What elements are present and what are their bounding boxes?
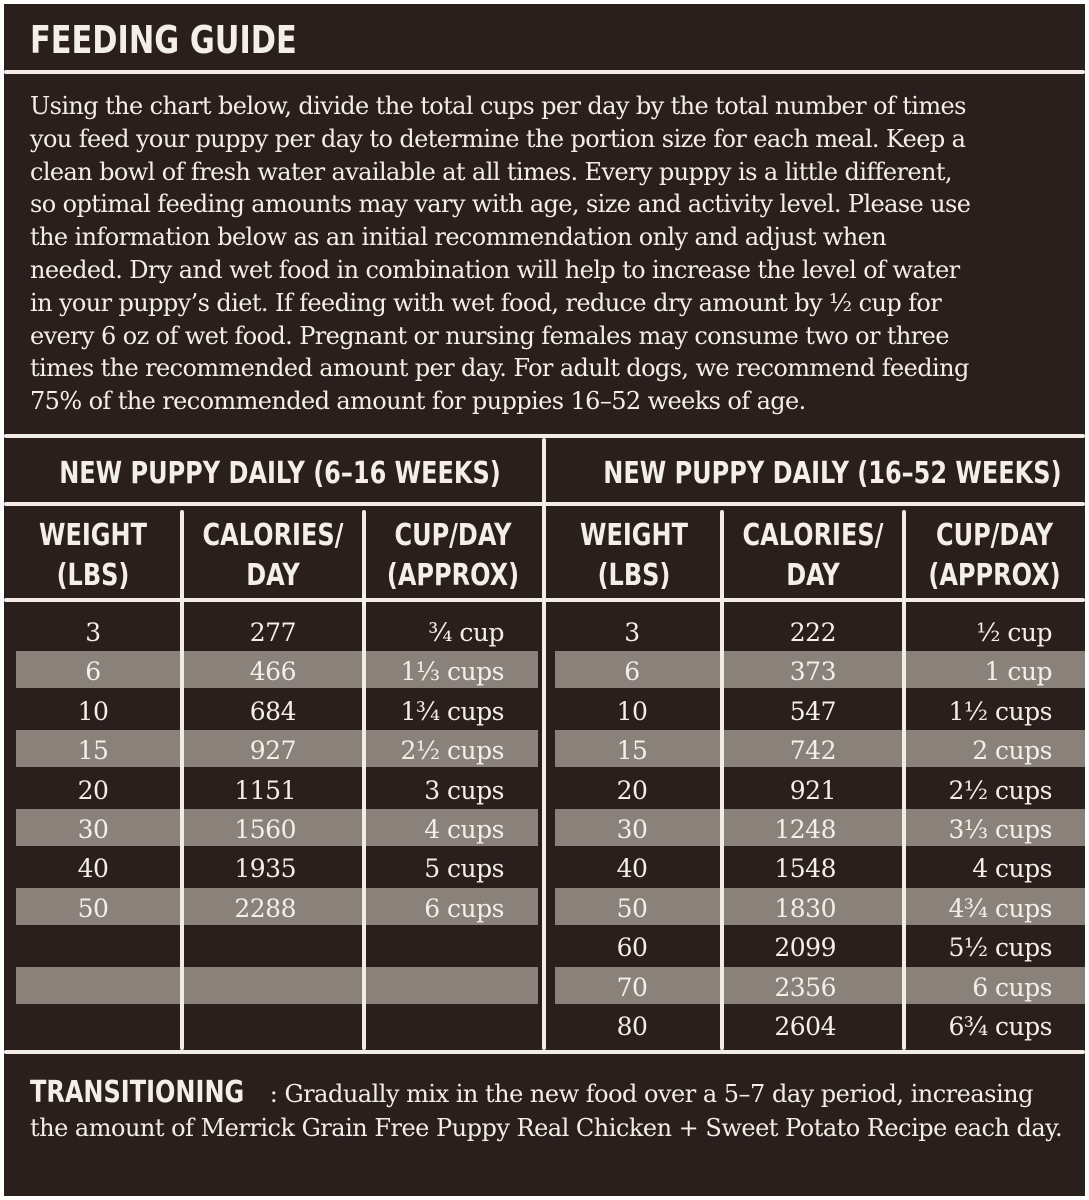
cups-cell: 4 cups [972,854,1052,884]
calories-cell: 222 [789,618,836,647]
weight-cell: 15 [77,736,109,766]
weight-cell: 3 [85,618,101,647]
calories-cell [116,928,296,967]
calories-cell: 2288 [234,893,296,923]
weight-cell: 50 [77,893,109,923]
calories-cell: 1560 [234,815,296,844]
column-header-weight: WEIGHT (LBS) [39,518,147,593]
calories-cell: 2099 [774,933,836,963]
calories-cell [116,1007,296,1046]
cups-cell: 1 cup [984,657,1052,687]
cups-cell: ½ cup [976,618,1052,647]
calories-cell: 277 [249,618,296,647]
calories-cell: 2604 [774,1012,836,1041]
divider [4,1050,1085,1054]
weight-cell: 60 [616,933,648,963]
weight-cell: 30 [616,815,648,844]
intro-paragraph: Using the chart below, divide the total cups per day by the total number of times you feed your puppy per day to determine the portion size for each meal. Keep a clean bowl of fresh water available at all times. Every puppy is a little different, so optimal feeding amounts may vary with age, size and activity level. Please use the information below as an initial recommendation only and adjust when needed. Dry and wet food in combination will help to increase the level of water in your puppy’s diet. If feeding with wet food, reduce dry amount by ½ cup for every 6 oz of wet food. Pregnant or nursing females may consume two or three times the recommended amount per day. For adult dogs, we recommend feeding 75% of the recommended amount for puppies 16–52 weeks of age. [30,92,971,416]
cups-cell: 1⅓ cups [400,657,504,687]
cups-cell: ¾ cup [428,618,504,647]
weight-cell: 70 [616,972,648,1002]
cups-cell [324,928,504,967]
page-title: FEEDING GUIDE [30,18,297,62]
cups-cell: 5½ cups [948,933,1052,963]
cups-cell: 1½ cups [948,696,1052,726]
cups-cell: 5 cups [424,854,504,884]
calories-cell: 547 [789,696,836,726]
cups-cell: 6 cups [424,893,504,923]
weight-cell: 15 [616,736,648,766]
cups-cell: 2½ cups [948,775,1052,805]
weight-cell: 40 [77,854,109,884]
weight-cell: 50 [616,893,648,923]
calories-cell: 742 [789,736,836,766]
weight-cell: 20 [616,775,648,805]
transitioning-label: TRANSITIONING [30,1075,245,1110]
weight-cell: 3 [624,618,640,647]
feeding-guide-panel [4,4,1085,1196]
weight-cell: 6 [85,657,101,687]
cups-cell: 4 cups [424,815,504,844]
table-heading-16-52: NEW PUPPY DAILY (16–52 WEEKS) [603,456,1062,491]
cups-cell: 2½ cups [400,736,504,766]
cups-cell: 3 cups [424,775,504,805]
column-header-calories: CALORIES/ DAY [742,518,884,593]
column-header-cups: CUP/DAY (APPROX) [386,518,520,593]
weight-cell: 40 [616,854,648,884]
cups-cell [324,1007,504,1046]
cups-cell [324,968,504,1007]
table-heading-6-16: NEW PUPPY DAILY (6–16 WEEKS) [59,456,501,491]
calories-cell: 1830 [774,893,836,923]
cups-cell: 2 cups [972,736,1052,766]
cups-cell: 1¾ cups [400,696,504,726]
cups-cell: 3⅓ cups [948,815,1052,844]
divider [4,70,1085,74]
column-header-calories: CALORIES/ DAY [202,518,344,593]
transitioning-text: : Gradually mix in the new food over a 5–7 day period, increasing the amount of Merrick Grain Free Puppy Real Chicken + Sweet Potato Recipe each day. [30,1080,1063,1142]
calories-cell: 466 [249,657,296,687]
cups-cell: 4¾ cups [948,893,1052,923]
calories-cell: 1935 [234,854,296,884]
calories-cell: 684 [249,696,296,726]
column-header-cups: CUP/DAY (APPROX) [928,518,1061,593]
calories-cell: 1548 [774,854,836,884]
weight-cell: 30 [77,815,109,844]
weight-cell: 80 [616,1012,648,1041]
calories-cell: 927 [249,736,296,766]
calories-cell [116,968,296,1007]
calories-cell: 1248 [774,815,836,844]
column-header-weight: WEIGHT (LBS) [580,518,688,593]
weight-cell: 20 [77,775,109,805]
cups-cell: 6¾ cups [948,1012,1052,1041]
calories-cell: 373 [789,657,836,687]
weight-cell: 10 [77,696,109,726]
weight-cell: 6 [624,657,640,687]
calories-cell: 2356 [774,972,836,1002]
calories-cell: 921 [789,775,836,805]
transitioning-note [30,1076,1070,1145]
weight-cell: 10 [616,696,648,726]
calories-cell: 1151 [234,775,296,805]
cups-cell: 6 cups [972,972,1052,1002]
